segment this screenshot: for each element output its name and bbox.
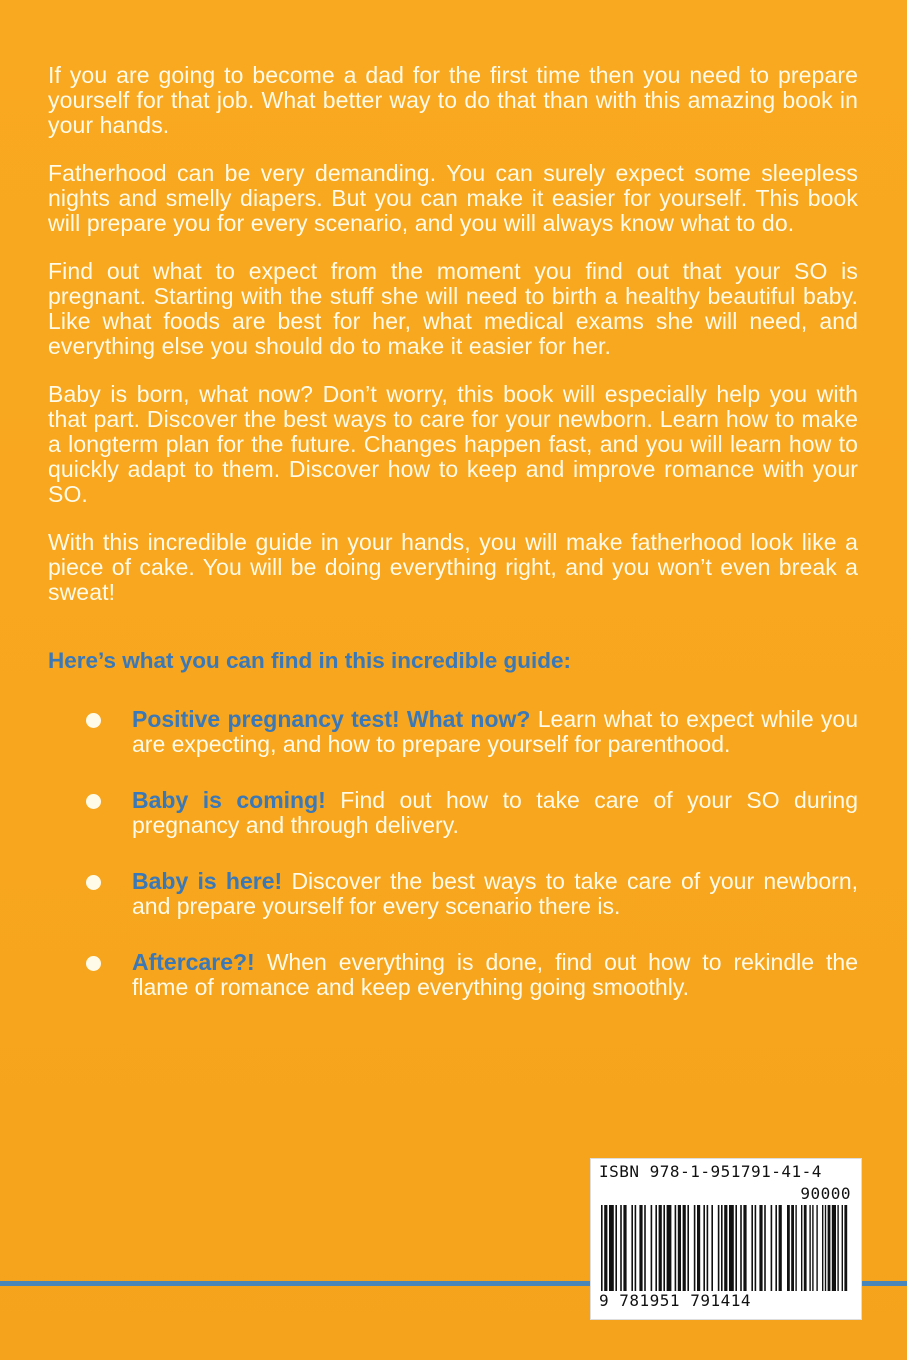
barcode-bar <box>620 1205 622 1291</box>
barcode-digits: 9 781951 791414 <box>599 1291 751 1310</box>
bullet-dot-icon <box>86 956 101 971</box>
barcode-bar <box>659 1205 662 1291</box>
barcode-bar <box>604 1205 607 1291</box>
barcode-addon-bar <box>832 1205 836 1291</box>
bullet-text: Find out how to take care of your SO during pregnancy and through delivery. <box>132 787 858 838</box>
barcode-bar <box>644 1205 646 1291</box>
barcode-bar <box>639 1205 642 1291</box>
price-code: 90000 <box>800 1184 851 1203</box>
barcode-bar <box>729 1205 734 1291</box>
bullet-title: Aftercare?! <box>132 949 255 975</box>
barcode-bar <box>703 1205 705 1291</box>
barcode-bar <box>683 1205 686 1291</box>
barcode-addon-bar <box>809 1205 810 1291</box>
barcode-bar <box>724 1205 727 1291</box>
bullet-item-baby-coming <box>48 788 858 838</box>
blurb-paragraph-5: With this incredible guide in your hands, you will make fatherhood look like a piece of cake. You will be doing everything right, and you won’t even break a sweat! <box>48 529 858 605</box>
blurb-paragraph-4: Baby is born, what now? Don’t worry, this book will especially help you with that part. Discover the best ways to care for your newborn. Learn how to make a longterm plan for the future. Changes happen fast, and you will learn how to quickly adapt to them. Discover how to keep and improve romance with your SO. <box>48 381 858 507</box>
barcode-addon-bar <box>816 1205 817 1291</box>
barcode-bar <box>631 1205 633 1291</box>
blurb-paragraph-3: Find out what to expect from the moment you find out that your SO is pregnant. Starting with the stuff she will need to birth a healthy beautiful baby. Like what foods are best for her, what medical exams she will need, and everything else you should do to make it easier for her. <box>48 258 858 359</box>
barcode-bar <box>687 1205 689 1291</box>
barcode-bar <box>601 1205 603 1291</box>
bullet-item-aftercare <box>48 950 858 1000</box>
isbn-label: ISBN 978-1-951791-41-4 <box>599 1162 822 1181</box>
bullet-item-pregnancy-test <box>48 707 858 757</box>
barcode-bar <box>735 1205 737 1291</box>
bullet-title: Baby is here! <box>132 868 283 894</box>
barcode-bar <box>751 1205 753 1291</box>
bullet-dot-icon <box>86 713 101 728</box>
bullet-title: Positive pregnancy test! What now? <box>132 706 531 732</box>
bullet-text: Learn what to expect while you are expecting, and how to prepare yourself for parenthood. <box>132 706 858 757</box>
barcode-bar <box>775 1205 777 1291</box>
barcode-bar <box>623 1205 626 1291</box>
bullet-dot-icon <box>86 794 101 809</box>
barcode-bar <box>615 1205 617 1291</box>
isbn-barcode-box <box>590 1158 862 1320</box>
barcode-bar <box>651 1205 653 1291</box>
barcode-bar <box>711 1205 713 1291</box>
bullet-title: Baby is coming! <box>132 787 326 813</box>
barcode-bar <box>663 1205 665 1291</box>
barcode-bars <box>601 1205 851 1291</box>
blurb-content <box>48 63 858 1031</box>
barcode-bar <box>721 1205 723 1291</box>
bullet-text: Discover the best ways to take care of your newborn, and prepare yourself for every scenario there is. <box>132 868 858 919</box>
barcode-addon-bar <box>828 1205 831 1291</box>
barcode-bar <box>707 1205 709 1291</box>
barcode-addon-bar <box>812 1205 813 1291</box>
barcode-addon-bar <box>791 1205 794 1291</box>
guide-heading: Here’s what you can find in this incredible guide: <box>48 648 571 673</box>
barcode-addon-bar <box>804 1205 807 1291</box>
barcode-bar <box>675 1205 677 1291</box>
bullet-item-baby-here <box>48 869 858 919</box>
barcode-addon-bar <box>825 1205 826 1291</box>
barcode-bar <box>694 1205 696 1291</box>
guide-bullet-list <box>48 707 858 1000</box>
barcode-bar <box>655 1205 657 1291</box>
barcode-addon-bar <box>837 1205 838 1291</box>
barcode-bar <box>764 1205 766 1291</box>
barcode-addon-bar <box>842 1205 843 1291</box>
barcode-bar <box>718 1205 720 1291</box>
barcode-bar <box>743 1205 746 1291</box>
barcode-addon-bar <box>787 1205 790 1291</box>
barcode-bar <box>759 1205 762 1291</box>
blurb-paragraph-1: If you are going to become a dad for the first time then you need to prepare yourself for that job. What better way to do that than with this amazing book in your hands. <box>48 62 858 138</box>
barcode-bar <box>678 1205 681 1291</box>
barcode-addon-bar <box>801 1205 802 1291</box>
bullet-text: When everything is done, find out how to rekindle the flame of romance and keep everything going smoothly. <box>132 949 858 1000</box>
barcode-addon-bar <box>844 1205 847 1291</box>
blurb-paragraph-2: Fatherhood can be very demanding. You can surely expect some sleepless nights and smelly diapers. But you can make it easier for yourself. This book will prepare you for every scenario, and you will always know what to do. <box>48 160 858 236</box>
bullet-dot-icon <box>86 875 101 890</box>
barcode-addon-bar <box>822 1205 823 1291</box>
barcode-bar <box>771 1205 773 1291</box>
barcode-bar <box>667 1205 672 1291</box>
barcode-bar <box>779 1205 782 1291</box>
barcode-bar <box>609 1205 614 1291</box>
barcode-bar <box>755 1205 757 1291</box>
barcode-bar <box>697 1205 700 1291</box>
barcode-bar <box>740 1205 742 1291</box>
barcode-bar <box>635 1205 637 1291</box>
barcode-addon-bar <box>795 1205 796 1291</box>
